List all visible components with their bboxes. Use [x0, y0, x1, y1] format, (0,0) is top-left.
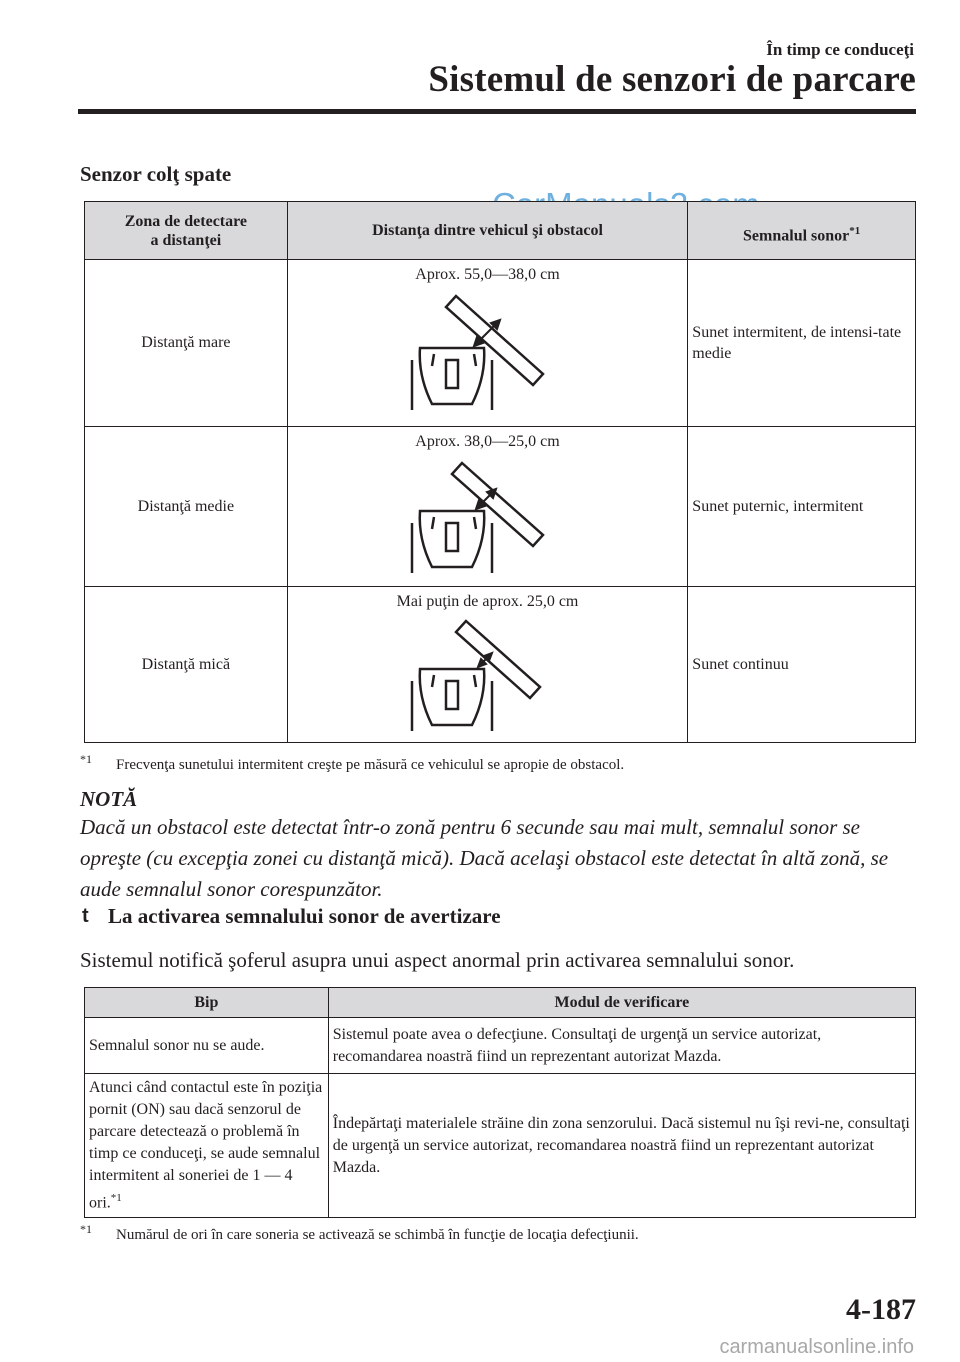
table-footnote: $^{*1}$ Frecvenţa sunetului intermitent creşte pe măsură ce vehiculul se apropie de obstacol.: [80, 752, 625, 773]
zone-cell: Distanţă mare: [85, 260, 288, 427]
check-cell: Îndepărtaţi materialele străine din zona senzorului. Dacă sistemul nu îşi revi-ne, consultaţi de urgenţă un service autorizat, recomandarea noastră fiind un reprezentant autorizat Mazda.: [328, 1074, 915, 1218]
sound-cell: Sunet continuu: [688, 587, 916, 743]
table-row: [85, 260, 916, 427]
bip-table: [84, 987, 916, 1218]
subsection-heading: La activarea semnalului sonor de avertizare: [108, 904, 501, 928]
table-row: [85, 427, 916, 587]
table-row: [85, 1018, 916, 1074]
car-obstacle-diagram: [388, 615, 588, 733]
section-heading: Senzor colţ spate: [80, 162, 232, 186]
sound-cell: Sunet intermitent, de intensi-tate medie: [688, 260, 916, 427]
header-check: Modul de verificare: [328, 988, 915, 1018]
distance-value: Mai puţin de aprox. 25,0 cm: [396, 593, 579, 610]
note-body: Dacă un obstacol este detectat într-o zonă pentru 6 secunde sau mai mult, semnalul sonor se opreşte (cu excepţia zonei cu distanţă mică). Dacă acelaşi obstacol este detectat în altă zonă, se aude semnalul sonor corespunzător.: [80, 815, 889, 901]
distance-cell: [287, 427, 688, 587]
table-header-row: [85, 988, 916, 1018]
site-watermark: carmanualsonline.info: [719, 1336, 914, 1358]
header-zone: Zona de detectare a distanţei: [85, 202, 288, 260]
zone-cell: Distanţă medie: [85, 427, 288, 587]
distance-value: Aprox. 38,0—25,0 cm: [415, 433, 560, 450]
bip-cell: Semnalul sonor nu se aude.: [85, 1018, 329, 1074]
header-sound: Semnalul sonor$^{*1}$: [688, 202, 916, 260]
header-distance: Distanţa dintre vehicul şi obstacol: [287, 202, 688, 260]
table-footnote: $^{*1}$ Numărul de ori în care soneria se activează se schimbă în funcţie de locaţia defecţiunii.: [80, 1222, 639, 1243]
header-bip: Bip: [85, 988, 329, 1018]
footnote-mark: *1: [849, 224, 861, 237]
obstacle-icon: [452, 463, 543, 546]
footnote-mark: *1: [110, 1192, 122, 1204]
obstacle-icon: [446, 296, 543, 385]
bullet-icon: t: [82, 905, 89, 927]
obstacle-icon: [456, 621, 540, 698]
header-rule: [78, 109, 916, 114]
page-number: 4-187: [846, 1293, 916, 1326]
table-row: [85, 1074, 916, 1218]
footnote-mark: *1: [80, 752, 92, 766]
car-obstacle-diagram: [388, 455, 588, 575]
car-obstacle-diagram: [388, 288, 588, 413]
sound-cell: Sunet puternic, intermitent: [688, 427, 916, 587]
table-header-row: [85, 202, 916, 260]
zone-cell: Distanţă mică: [85, 587, 288, 743]
distance-cell: [287, 260, 688, 427]
distance-value: Aprox. 55,0—38,0 cm: [415, 266, 560, 283]
running-header-title: Sistemul de senzori de parcare: [428, 59, 916, 100]
note-title: NOTĂ: [80, 787, 138, 811]
running-header-section: În timp ce conduceţi: [766, 40, 914, 59]
distance-cell: [287, 587, 688, 743]
sensor-zone-table: [84, 201, 916, 743]
footnote-mark: *1: [80, 1222, 92, 1236]
bip-cell: Atunci când contactul este în poziţia pornit (ON) sau dacă senzorul de parcare detectează o problemă în timp ce conduceţi, se aude semnalul intermitent al soneriei de 1 — 4 ori.$^{*1}$: [85, 1074, 329, 1218]
check-cell: Sistemul poate avea o defecţiune. Consultaţi de urgenţă un service autorizat, recomandarea noastră fiind un reprezentant autorizat Mazda.: [328, 1018, 915, 1074]
intro-text: Sistemul notifică şoferul asupra unui aspect anormal prin activarea semnalului sonor.: [80, 948, 795, 972]
table-row: [85, 587, 916, 743]
